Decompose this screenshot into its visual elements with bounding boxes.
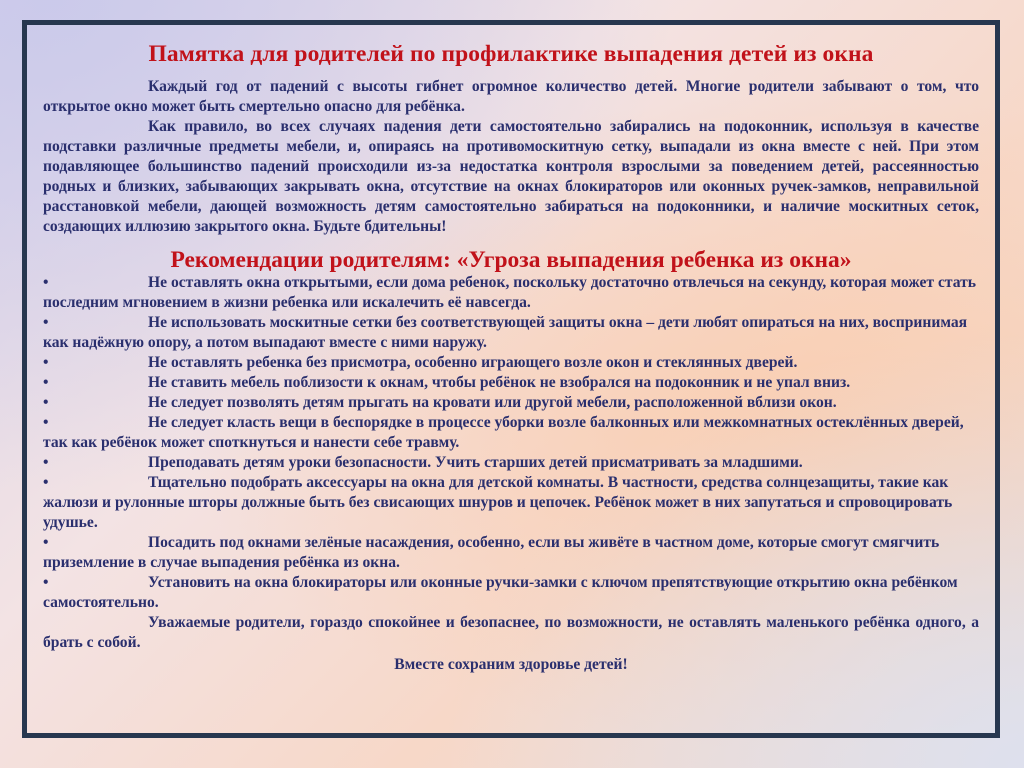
list-item (43, 313, 979, 353)
recommendations-list (43, 273, 979, 613)
list-item-text: Посадить под окнами зелёные насаждения, особенно, если вы живёте в частном доме, которые смогут смягчить приземление в случае выпадения ребёнка из окна. (43, 534, 940, 571)
bullet-icon: • (43, 354, 49, 371)
list-item-text: Не использовать москитные сетки без соответствующей защиты окна – дети любят опираться на них, воспринимая как надёжную опору, а потом выпадают вместе с ними наружу. (43, 314, 968, 351)
bullet-icon: • (43, 274, 49, 291)
list-item (43, 413, 979, 453)
bullet-icon: • (43, 394, 49, 411)
list-item (43, 473, 979, 533)
list-item-text: Преподавать детям уроки безопасности. Учить старших детей присматривать за младшими. (148, 454, 803, 471)
list-item-text: Не оставлять ребенка без присмотра, особенно играющего возле окон и стеклянных дверей. (148, 354, 798, 371)
memo-frame (22, 20, 1000, 738)
bullet-icon: • (43, 414, 49, 431)
bullet-icon: • (43, 454, 49, 471)
bullet-icon: • (43, 314, 49, 331)
list-item (43, 533, 979, 573)
bullet-icon: • (43, 574, 49, 591)
list-item (43, 453, 979, 473)
closing-paragraph: Уважаемые родители, гораздо спокойнее и безопаснее, по возможности, не оставлять маленького ребёнка одного, а брать с собой. (43, 614, 979, 651)
bullet-icon: • (43, 534, 49, 551)
list-item (43, 373, 979, 393)
memo-title: Памятка для родителей по профилактике выпадения детей из окна (148, 41, 874, 67)
list-item-text: Не оставлять окна открытыми, если дома ребенок, поскольку достаточно отвлечься на секунду, которая может стать последним мгновением в жизни ребенка или искалечить её навсегда. (43, 274, 977, 311)
list-item-text: Установить на окна блокираторы или оконные ручки-замки с ключом препятствующие открытию окна ребёнком самостоятельно. (43, 574, 958, 611)
bullet-icon: • (43, 374, 49, 391)
list-item (43, 573, 979, 613)
intro-paragraph-2: Как правило, во всех случаях падения дети самостоятельно забирались на подоконник, используя в качестве подставки различные предметы мебели, и, опираясь на противомоскитную сетку, выпадали из окна вместе с ней. При этом подавляющее большинство падений происходили из-за недостатка контроля взрослыми за поведением детей, рассеянностью родных и близких, забывающих закрывать окна, отсутствие на окнах блокираторов или оконных ручек-замков, неправильной расстановкой мебели, дающей возможность детям самостоятельно забираться на подоконники, и наличие москитных сеток, создающих иллюзию закрытого окна. Будьте бдительны! (43, 118, 979, 235)
list-item (43, 273, 979, 313)
intro-paragraph-1: Каждый год от падений с высоты гибнет огромное количество детей. Многие родители забывают о том, что открытое окно может быть смертельно опасно для ребёнка. (43, 78, 979, 115)
final-slogan: Вместе сохраним здоровье детей! (394, 656, 628, 673)
list-item (43, 353, 979, 373)
list-item-text: Не ставить мебель поблизости к окнам, чтобы ребёнок не взобрался на подоконник и не упал вниз. (148, 374, 851, 391)
recommendations-title: Рекомендации родителям: «Угроза выпадения ребенка из окна» (170, 247, 852, 273)
list-item (43, 393, 979, 413)
list-item-text: Не следует позволять детям прыгать на кровати или другой мебели, расположенной вблизи окон. (148, 394, 837, 411)
bullet-icon: • (43, 474, 49, 491)
list-item-text: Тщательно подобрать аксессуары на окна для детской комнаты. В частности, средства солнцезащиты, такие как жалюзи и рулонные шторы должные быть без свисающих шнуров и цепочек. Ребёнок может в них запутаться и спровоцировать удушье. (43, 474, 953, 531)
list-item-text: Не следует класть вещи в беспорядке в процессе уборки возле балконных или межкомнатных остеклённых дверей, так как ребёнок может споткнуться и нанести себе травму. (43, 414, 964, 451)
